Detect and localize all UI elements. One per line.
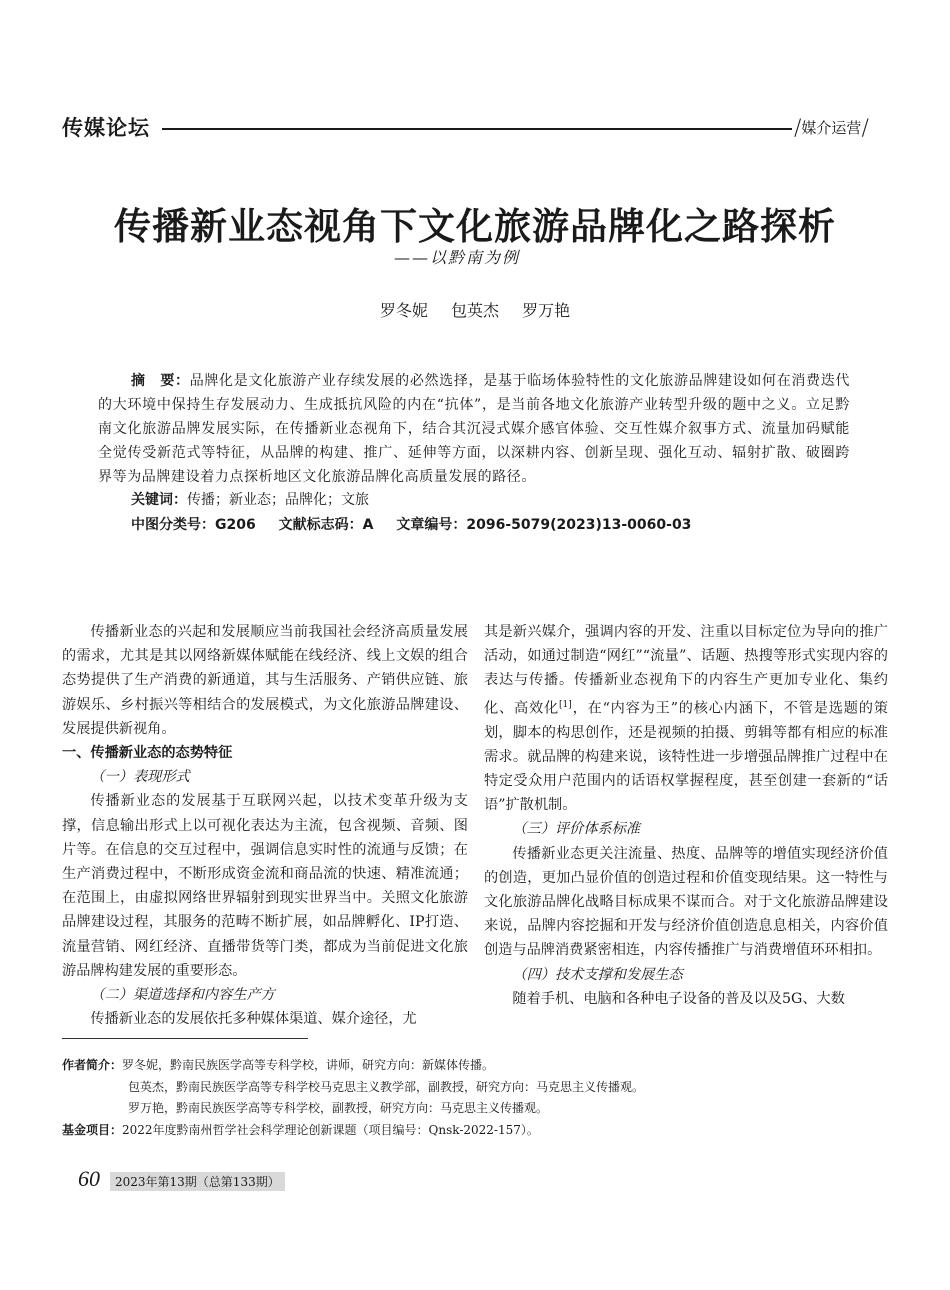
- clc-label: 中图分类号：: [131, 517, 215, 533]
- subsection-heading: （二）渠道选择和内容生产方: [90, 987, 275, 1004]
- author-note-text: 罗冬妮，黔南民族医学高等专科学校，讲师，研究方向：新媒体传播。: [122, 1058, 495, 1072]
- paragraph: [484, 620, 888, 817]
- abstract-label: 摘 要：: [131, 373, 190, 389]
- fund-note: [62, 1120, 892, 1142]
- abstract: [98, 369, 850, 489]
- slash-icon: /: [794, 116, 802, 141]
- section-heading: 一、传播新业态的态势特征: [62, 745, 233, 762]
- slash-icon: /: [861, 116, 869, 141]
- paragraph: 传播新业态的发展基于互联网兴起，以技术变革升级为支撑，信息输出形式上以可视化表达为主流，包含视频、音频、图片等。在信息的交互过程中，强调信息实时性的流通与反馈；在生产消费过程中，不断形成资金流和商品流的快速、精准流通；在范围上，由虚拟网络世界辐射到现实世界当中。关照文化旅游品牌建设过程，其服务的范畴不断扩展，如品牌孵化、IP打造、流量营销、网红经济、直播带货等门类，都成为当前促进文化旅游品牌构建发展的重要形态。: [62, 793, 468, 979]
- author-note: 包英杰，黔南民族医学高等专科学校马克思主义教学部，副教授，研究方向：马克思主义传播观。: [128, 1079, 645, 1094]
- subsection-heading: （一）表现形式: [90, 769, 190, 786]
- body-column-right: [484, 620, 888, 1011]
- paragraph-text: 其是新兴媒介，强调内容的开发、注重以目标定位为导向的推广活动，如通过制造“网红”“流量”、话题、热搜等形式实现内容的表达与传播。传播新业态视角下的内容生产更加专业化、集约化、高效化: [484, 624, 888, 717]
- article-subtitle: ——以黔南为例: [394, 248, 521, 267]
- doc-code-value: A: [362, 517, 374, 533]
- paragraph-text: ，在“内容为王”的核心内涵下，不管是选题的策划，脚本的构思创作，还是视频的拍摄、剪辑等都有相应的标准需求。就品牌的构建来说，该特性进一步增强品牌推广过程中在特定受众用户范围内的话语权掌握程度，甚至创建一套新的“话语”扩散机制。: [484, 700, 888, 814]
- subsection-heading: （四）技术支撑和发展生态: [512, 966, 683, 983]
- paragraph: 传播新业态的发展依托多种媒体渠道、媒介途径，尤: [90, 1011, 417, 1028]
- issue-badge: 2023年第13期（总第133期）: [110, 1172, 285, 1191]
- article-title: 传播新业态视角下文化旅游品牌化之路探析: [114, 204, 836, 248]
- column-label: [794, 114, 869, 139]
- clc-value: G206: [215, 517, 256, 533]
- doc-code-label: 文献标志码：: [278, 517, 363, 533]
- article-no-label: 文章编号：: [396, 517, 467, 533]
- fund-note-text: 2022年度黔南州哲学社会科学理论创新课题（项目编号：Qnsk-2022-157）。: [122, 1122, 539, 1137]
- paragraph: 随着手机、电脑和各种电子设备的普及以及5G、大数: [512, 990, 845, 1007]
- column-name: 媒介运营: [801, 119, 862, 137]
- keywords: 传播；新业态；品牌化；文旅: [187, 492, 369, 508]
- body-column-left: [62, 620, 468, 1031]
- abstract-text: 品牌化是文化旅游产业存续发展的必然选择，是基于临场体验特性的文化旅游品牌建设如何在消费迭代的大环境中保持生存发展动力、生成抵抗风险的内在“抗体”，是当前各地文化旅游产业转型升级的题中之义。立足黔南文化旅游品牌发展实际，在传播新业态视角下，结合其沉浸式媒介感官体验、交互性媒介叙事方式、流量加码赋能全觉传受新范式等特征，从品牌的构建、推广、延伸等方面，以深耕内容、创新呈现、强化互动、辐射扩散、破圈跨界等为品牌建设着力点探析地区文化旅游品牌化高质量发展的路径。: [98, 373, 850, 485]
- article-authors: 罗冬妮 包英杰 罗万艳: [379, 301, 571, 320]
- section-label: 传媒论坛: [62, 116, 150, 140]
- author-note-label: 作者简介：: [62, 1058, 123, 1072]
- classification-line: [131, 514, 691, 534]
- article-no-value: 2096-5079(2023)13-0060-03: [466, 517, 692, 533]
- keywords-line: [131, 489, 369, 509]
- footnote-rule: [62, 1038, 308, 1039]
- author-note: 罗万艳，黔南民族医学高等专科学校，副教授，研究方向：马克思主义传播观。: [128, 1101, 549, 1115]
- citation-ref[interactable]: [1]: [559, 699, 572, 710]
- subsection-heading: （三）评价体系标准: [512, 821, 641, 838]
- keywords-label: 关键词：: [131, 492, 187, 508]
- page-number: 60: [78, 1166, 100, 1191]
- author-note: [62, 1055, 892, 1077]
- paragraph: 传播新业态更关注流量、热度、品牌等的增值实现经济价值的创造，更加凸显价值的创造过程和价值变现结果。这一特性与文化旅游品牌化战略目标成果不谋而合。对于文化旅游品牌建设来说，品牌内容挖掘和开发与经济价值创造息息相关，内容价值创造与品牌消费紧密相连，内容传播推广与消费增值环环相扣。: [484, 845, 888, 959]
- footnotes: [62, 1055, 892, 1141]
- paragraph: 传播新业态的兴起和发展顺应当前我国社会经济高质量发展的需求，尤其是其以网络新媒体赋能在线经济、线上文娱的组合态势提供了生产消费的新通道，其与生活服务、产销供应链、旅游娱乐、乡村振兴等相结合的发展模式，为文化旅游品牌建设、发展提供新视角。: [62, 624, 468, 737]
- header-rule: [162, 128, 792, 130]
- fund-note-label: 基金项目：: [62, 1122, 123, 1137]
